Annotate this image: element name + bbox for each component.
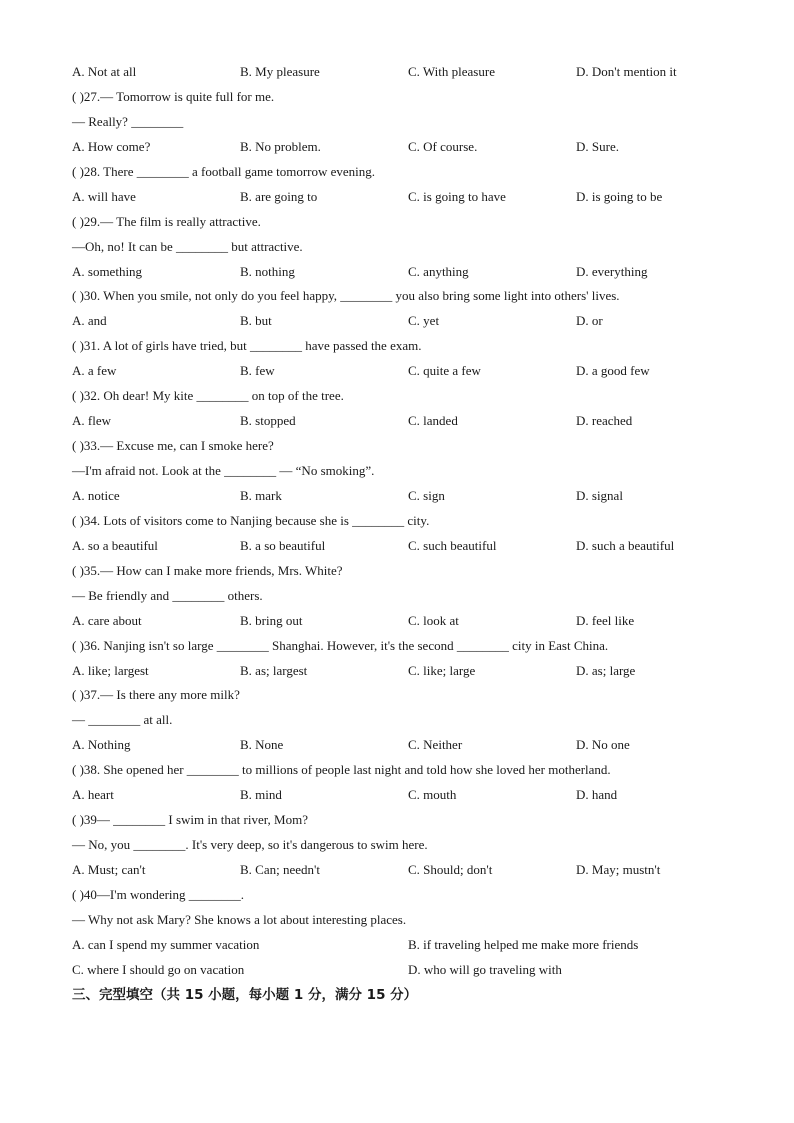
answer-option: C. where I should go on vacation bbox=[72, 961, 245, 977]
answer-option: A. something bbox=[72, 263, 143, 279]
question-stem: ( )38. She opened her ________ to millions of people last night and told how she loved her motherland. bbox=[72, 762, 611, 778]
question-stem: ( )36. Nanjing isn't so large ________ Shanghai. However, it's the second ________ city in East China. bbox=[72, 637, 609, 653]
answer-option: A. so a beautiful bbox=[72, 537, 158, 553]
answer-option: D. as; large bbox=[576, 662, 636, 678]
answer-option: D. or bbox=[576, 313, 603, 329]
question-stem: ( )31. A lot of girls have tried, but ________ have passed the exam. bbox=[72, 338, 422, 354]
answer-options-row bbox=[72, 858, 732, 883]
answer-option: B. if traveling helped me make more friends bbox=[408, 936, 639, 952]
answer-option: D. Don't mention it bbox=[576, 64, 677, 79]
exam-page bbox=[72, 60, 732, 1008]
question-stem: ( )37.— Is there any more milk? bbox=[72, 687, 240, 703]
answer-option: A. How come? bbox=[72, 138, 151, 154]
question-stem: ( )39— ________ I swim in that river, Mom? bbox=[72, 812, 308, 828]
answer-option: A. heart bbox=[72, 787, 114, 803]
answer-option: A. can I spend my summer vacation bbox=[72, 936, 260, 952]
answer-option: C. landed bbox=[408, 413, 458, 429]
answer-option: D. signal bbox=[576, 487, 623, 503]
answer-option: D. May; mustn't bbox=[576, 862, 661, 877]
section-heading: 三、完型填空（共 15 小题，每小题 1 分，满分 15 分） bbox=[72, 986, 418, 1003]
answer-option: A. like; largest bbox=[72, 662, 149, 678]
answer-option: B. are going to bbox=[240, 188, 318, 204]
answer-options-row bbox=[72, 933, 732, 958]
answer-option: C. such beautiful bbox=[408, 537, 497, 553]
answer-option: D. such a beautiful bbox=[576, 537, 675, 553]
answer-option: D. No one bbox=[576, 737, 630, 753]
dialogue-line: —I'm afraid not. Look at the ________ — “No smoking”. bbox=[72, 463, 375, 478]
dialogue-line: — Why not ask Mary? She knows a lot about interesting places. bbox=[72, 911, 407, 927]
answer-option: B. as; largest bbox=[240, 662, 308, 678]
answer-options-row bbox=[72, 733, 732, 758]
answer-option: B. a so beautiful bbox=[240, 537, 326, 553]
answer-options-row bbox=[72, 260, 732, 285]
answer-option: C. is going to have bbox=[408, 188, 506, 204]
question-stem: ( )32. Oh dear! My kite ________ on top of the tree. bbox=[72, 388, 344, 404]
answer-options-row bbox=[72, 185, 732, 210]
answer-option: B. bring out bbox=[240, 612, 303, 628]
question-stem: ( )29.— The film is really attractive. bbox=[72, 213, 261, 229]
answer-options-row bbox=[72, 783, 732, 808]
answer-option: B. nothing bbox=[240, 263, 295, 279]
answer-options-row bbox=[72, 659, 732, 684]
answer-options-row bbox=[72, 609, 732, 634]
answer-option: B. mark bbox=[240, 487, 282, 503]
answer-option: D. Sure. bbox=[576, 138, 619, 154]
question-stem: ( )27.— Tomorrow is quite full for me. bbox=[72, 88, 275, 104]
answer-option: C. anything bbox=[408, 263, 469, 279]
answer-options-row bbox=[72, 309, 732, 334]
answer-option: D. everything bbox=[576, 263, 648, 279]
answer-option: D. hand bbox=[576, 787, 618, 803]
dialogue-line: — Really? ________ bbox=[72, 113, 184, 129]
answer-options-row bbox=[72, 534, 732, 559]
dialogue-line: —Oh, no! It can be ________ but attractive. bbox=[72, 238, 303, 254]
answer-option: A. Nothing bbox=[72, 737, 131, 753]
answer-options-row bbox=[72, 484, 732, 509]
question-stem: ( )35.— How can I make more friends, Mrs. White? bbox=[72, 562, 343, 578]
answer-option: A. and bbox=[72, 313, 107, 329]
answer-options-row bbox=[72, 135, 732, 160]
answer-option: A. flew bbox=[72, 413, 111, 429]
answer-option: D. feel like bbox=[576, 612, 635, 628]
answer-option: C. With pleasure bbox=[408, 64, 495, 79]
answer-options-row bbox=[72, 359, 732, 384]
answer-option: A. notice bbox=[72, 487, 120, 503]
answer-option: C. look at bbox=[408, 612, 459, 628]
answer-option: B. None bbox=[240, 737, 284, 753]
answer-option: D. is going to be bbox=[576, 188, 663, 204]
answer-option: D. who will go traveling with bbox=[408, 961, 562, 977]
answer-option: B. few bbox=[240, 363, 275, 379]
answer-option: A. will have bbox=[72, 188, 136, 204]
answer-options-row bbox=[72, 958, 732, 983]
question-stem: ( )34. Lots of visitors come to Nanjing because she is ________ city. bbox=[72, 512, 430, 528]
answer-option: A. Must; can't bbox=[72, 862, 146, 877]
answer-option: A. a few bbox=[72, 363, 117, 379]
answer-option: B. My pleasure bbox=[240, 64, 320, 79]
answer-option: D. a good few bbox=[576, 363, 650, 379]
question-stem: ( )33.— Excuse me, can I smoke here? bbox=[72, 438, 274, 454]
answer-option: C. Neither bbox=[408, 737, 463, 753]
answer-option: D. reached bbox=[576, 413, 633, 429]
answer-options-row bbox=[72, 409, 732, 434]
answer-option: C. mouth bbox=[408, 787, 457, 803]
answer-option: B. No problem. bbox=[240, 138, 321, 154]
dialogue-line: — ________ at all. bbox=[72, 712, 173, 728]
answer-option: B. but bbox=[240, 313, 272, 329]
answer-option: B. mind bbox=[240, 787, 282, 803]
answer-option: C. Of course. bbox=[408, 138, 478, 154]
answer-option: B. Can; needn't bbox=[240, 862, 320, 877]
answer-option: C. quite a few bbox=[408, 363, 481, 379]
dialogue-line: — No, you ________. It's very deep, so it's dangerous to swim here. bbox=[72, 837, 428, 853]
question-stem: ( )30. When you smile, not only do you feel happy, ________ you also bring some light into others' lives. bbox=[72, 288, 620, 304]
answer-option: C. Should; don't bbox=[408, 862, 493, 877]
answer-options-row bbox=[72, 60, 732, 85]
answer-option: B. stopped bbox=[240, 413, 296, 429]
answer-option: A. Not at all bbox=[72, 64, 137, 79]
answer-option: C. sign bbox=[408, 487, 445, 503]
question-stem: ( )40—I'm wondering ________. bbox=[72, 886, 245, 902]
answer-option: C. yet bbox=[408, 313, 440, 329]
answer-option: C. like; large bbox=[408, 662, 476, 678]
answer-option: A. care about bbox=[72, 612, 142, 628]
dialogue-line: — Be friendly and ________ others. bbox=[72, 587, 263, 603]
question-stem: ( )28. There ________ a football game tomorrow evening. bbox=[72, 163, 376, 179]
